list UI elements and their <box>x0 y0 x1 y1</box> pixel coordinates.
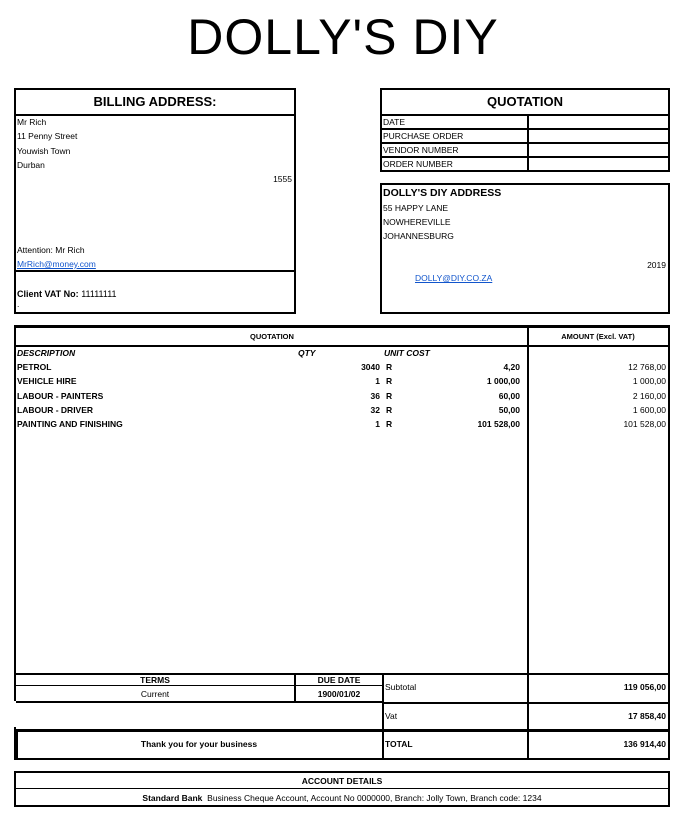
item-unit-cost: 50,00 <box>498 404 520 415</box>
vat-value: 17 858,40 <box>628 711 666 721</box>
company-address-heading: DOLLY'S DIY ADDRESS <box>383 187 502 199</box>
billing-heading: BILLING ADDRESS: <box>93 94 217 109</box>
billing-city: Durban <box>17 160 45 170</box>
company-address-box <box>380 183 670 314</box>
item-qty: 3040 <box>361 362 380 372</box>
company-city: JOHANNESBURG <box>383 231 454 241</box>
billing-name: Mr Rich <box>17 117 47 127</box>
account-bank-name: Standard Bank <box>142 793 203 803</box>
billing-address-box <box>14 88 296 314</box>
company-email-link[interactable]: DOLLY@DIY.CO.ZA <box>415 273 493 283</box>
item-qty: 1 <box>375 376 380 387</box>
item-currency: R <box>386 419 393 430</box>
item-currency: R <box>386 376 393 387</box>
billing-attention: Attention: Mr Rich <box>17 245 85 255</box>
item-qty: 1 <box>375 419 380 430</box>
item-currency: R <box>386 362 393 372</box>
billing-street: 11 Penny Street <box>17 131 78 141</box>
total-value: 136 914,40 <box>623 739 666 749</box>
field-order-number-label: ORDER NUMBER <box>383 159 453 169</box>
due-date-value: 1900/01/02 <box>317 689 361 699</box>
company-title: DOLLY'S DIY <box>187 9 499 65</box>
item-description: PETROL <box>17 362 52 372</box>
client-vat-value: 11111111 <box>81 289 117 299</box>
item-qty: 32 <box>370 404 380 415</box>
total-label: TOTAL <box>385 739 413 749</box>
col-qty-header: QTY <box>298 348 316 358</box>
item-amount: 1 000,00 <box>632 376 666 387</box>
item-description: LABOUR - PAINTERS <box>17 390 104 401</box>
company-postal-code: 2019 <box>647 260 666 270</box>
quotation-info-box <box>380 88 670 172</box>
billing-email-link[interactable]: MrRich@money.com <box>17 259 96 269</box>
billing-town: Youwish Town <box>17 146 71 156</box>
billing-dot: . <box>17 299 20 309</box>
items-table <box>14 325 670 760</box>
item-amount: 2 160,00 <box>632 390 666 401</box>
item-amount: 101 528,00 <box>623 419 666 430</box>
item-amount: 1 600,00 <box>632 404 666 415</box>
col-unit-cost-header: UNIT COST <box>384 348 430 358</box>
terms-value: Current <box>140 689 170 699</box>
item-unit-cost: 1 000,00 <box>486 376 520 387</box>
subtotal-label: Subtotal <box>385 682 417 692</box>
item-currency: R <box>386 404 393 415</box>
field-date-label: DATE <box>383 117 406 127</box>
company-street: 55 HAPPY LANE <box>383 203 449 213</box>
account-details-text: Business Cheque Account, Account No 0000000, Branch: Jolly Town, Branch code: 1234 <box>207 793 542 803</box>
item-qty: 36 <box>370 390 380 401</box>
client-vat-label: Client VAT No: <box>17 289 79 299</box>
field-purchase-order-label: PURCHASE ORDER <box>383 131 464 141</box>
account-details-box <box>14 771 670 807</box>
item-amount: 12 768,00 <box>628 362 666 372</box>
col-description-header: DESCRIPTION <box>17 348 76 358</box>
item-description: VEHICLE HIRE <box>17 376 77 387</box>
item-unit-cost: 4,20 <box>503 362 520 372</box>
account-details-heading: ACCOUNT DETAILS <box>301 776 383 786</box>
item-description: PAINTING AND FINISHING <box>17 419 123 430</box>
items-section-heading: QUOTATION <box>250 332 294 341</box>
thank-you-message: Thank you for your business <box>140 739 258 749</box>
quotation-heading: QUOTATION <box>486 94 564 109</box>
field-vendor-number-label: VENDOR NUMBER <box>383 145 459 155</box>
due-date-label: DUE DATE <box>317 675 361 685</box>
terms-label: TERMS <box>140 675 170 685</box>
billing-postal-code: 1555 <box>273 174 292 184</box>
item-unit-cost: 60,00 <box>498 390 520 401</box>
amount-column-heading: AMOUNT (Excl. VAT) <box>561 332 635 341</box>
vat-label: Vat <box>385 711 398 721</box>
item-unit-cost: 101 528,00 <box>477 419 520 430</box>
subtotal-value: 119 056,00 <box>623 682 666 692</box>
company-suburb: NOWHEREVILLE <box>383 217 451 227</box>
amount-column-divider <box>527 328 529 760</box>
item-currency: R <box>386 390 393 401</box>
item-description: LABOUR - DRIVER <box>17 404 94 415</box>
